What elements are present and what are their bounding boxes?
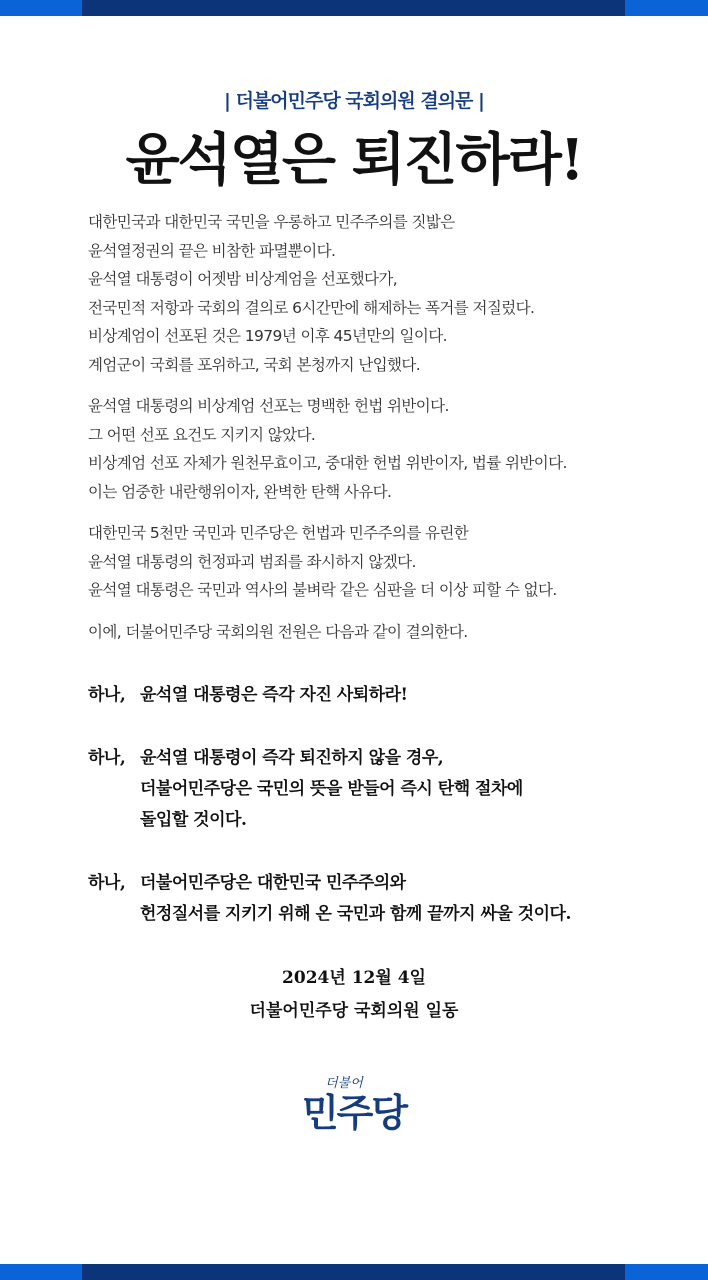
resolution-text: 헌정질서를 지키기 위해 온 국민과 함께 끝까지 싸울 것이다. [140, 904, 571, 924]
paragraph-line: 비상계엄이 선포된 것은 1979년 이후 45년만의 일이다. [88, 327, 447, 345]
paragraph-line: 윤석열정권의 끝은 비참한 파멸뿐이다. [88, 241, 336, 260]
resolution-first-line [88, 680, 698, 711]
paragraph-line: 이는 엄중한 내란행위이자, 완벽한 탄핵 사유다. [88, 482, 392, 501]
logo-big-text: 민주당 [301, 1091, 407, 1135]
paragraph-line: 윤석열 대통령의 비상계엄 선포는 명백한 헌법 위반이다. [88, 397, 449, 415]
resolution-text: 더불어민주당은 국민의 뜻을 받들어 즉시 탄핵 절차에 [140, 779, 523, 799]
paragraph [88, 519, 698, 605]
paragraph-line: 윤석열 대통령이 어젯밤 비상계엄을 선포했다가, [88, 270, 398, 288]
resolution-item [88, 743, 698, 836]
paragraph-line: 대한민국 5천만 국민과 민주당은 헌법과 민주주의를 유린한 [88, 524, 469, 542]
paragraph-line: 그 어떤 선포 요건도 지키지 않았다. [88, 425, 316, 444]
paragraph-line: 윤석열 대통령은 국민과 역사의 불벼락 같은 심판을 더 이상 피할 수 없다. [88, 581, 557, 599]
paragraph [88, 618, 698, 647]
resolutions [88, 680, 698, 930]
resolution-first-line [88, 743, 698, 774]
paragraph-line: 전국민적 저항과 국회의 결의로 6시간만에 해제하는 폭거를 저질렀다. [88, 298, 535, 317]
paragraph-line: 이에, 더불어민주당 국회의원 전원은 다음과 같이 결의한다. [88, 622, 468, 641]
paragraph [88, 208, 698, 379]
resolution-label: 하나, [88, 873, 126, 893]
paragraph-line: 계엄군이 국회를 포위하고, 국회 본청까지 난입했다. [88, 355, 421, 374]
resolution-label: 하나, [88, 685, 126, 705]
resolution-item [88, 680, 698, 711]
date: 2024년 12월 4일 [282, 968, 426, 988]
resolution-text: 윤석열 대통령이 즉각 퇴진하지 않을 경우, [140, 748, 444, 768]
paragraph-line: 윤석열 대통령의 헌정파괴 범죄를 좌시하지 않겠다. [88, 552, 416, 571]
bottom-color-bar [0, 1264, 708, 1280]
resolution-text: 돌입할 것이다. [140, 810, 247, 830]
signatory: 더불어민주당 국회의원 일동 [249, 1001, 459, 1021]
resolution-first-line [88, 868, 698, 899]
paragraph-line: 대한민국과 대한민국 국민을 우롱하고 민주주의를 짓밟은 [88, 213, 455, 231]
resolution-label: 하나, [88, 748, 126, 768]
document-subtitle: | 더불어민주당 국회의원 결의문 | [224, 90, 484, 112]
paragraph-line: 비상계엄 선포 자체가 원천무효이고, 중대한 헌법 위반이자, 법률 위반이다. [88, 454, 567, 472]
paragraph [88, 392, 698, 506]
logo-small-text: 더불어 [325, 1076, 363, 1091]
document-title: 윤석열은 퇴진하라! [125, 127, 583, 193]
resolution-item [88, 868, 698, 930]
signature-block [0, 962, 708, 1028]
resolution-text: 윤석열 대통령은 즉각 자진 사퇴하라! [140, 685, 408, 705]
statement-body [88, 208, 698, 646]
resolution-text: 더불어민주당은 대한민국 민주주의와 [140, 873, 406, 893]
party-logo [0, 1076, 708, 1134]
